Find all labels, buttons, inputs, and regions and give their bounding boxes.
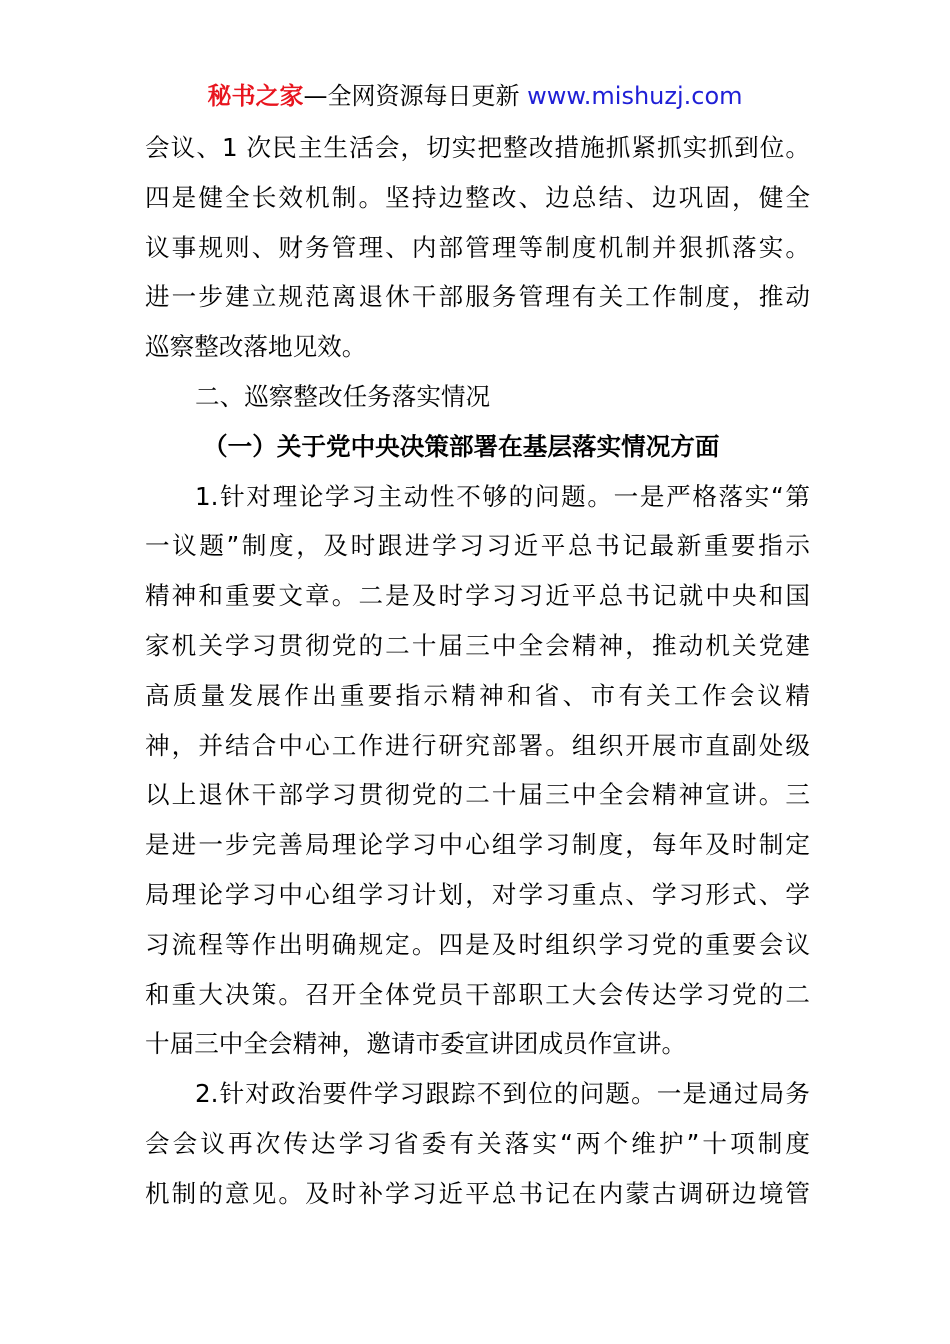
- header-tagline: —全网资源每日更新: [303, 82, 528, 110]
- paragraph-line: 会会议再次传达学习省委有关落实“两个维护”十项制度: [145, 1128, 810, 1158]
- subsection-heading: （一）关于党中央决策部署在基层落实情况方面: [203, 431, 720, 461]
- paragraph-line: 家机关学习贯彻党的二十届三中全会精神，推动机关党建: [145, 630, 810, 660]
- paragraph-line: 精神和重要文章。二是及时学习习近平总书记就中央和国: [145, 581, 810, 611]
- paragraph-line: 和重大决策。召开全体党员干部职工大会传达学习党的二: [145, 979, 810, 1009]
- paragraph-line: 机制的意见。及时补学习近平总书记在内蒙古调研边境管: [145, 1178, 810, 1208]
- header-website-link[interactable]: www.mishuzj.com: [527, 82, 743, 110]
- paragraph-line: 2.针对政治要件学习跟踪不到位的问题。一是通过局务: [195, 1079, 810, 1109]
- paragraph-line: 一议题”制度，及时跟进学习习近平总书记最新重要指示: [145, 531, 810, 561]
- header-brand: 秘书之家: [207, 82, 304, 110]
- paragraph-line: 局理论学习中心组学习计划，对学习重点、学习形式、学: [145, 879, 810, 909]
- paragraph-line: 神，并结合中心工作进行研究部署。组织开展市直副处级: [145, 730, 810, 760]
- paragraph-line: 以上退休干部学习贯彻党的二十届三中全会精神宣讲。三: [145, 780, 810, 810]
- paragraph-line: 议事规则、财务管理、内部管理等制度机制并狠抓落实。: [145, 232, 810, 262]
- paragraph-line: 巡察整改落地见效。: [145, 332, 367, 362]
- paragraph-line: 四是健全长效机制。坚持边整改、边总结、边巩固，健全: [145, 182, 810, 212]
- paragraph-line: 是进一步完善局理论学习中心组学习制度，每年及时制定: [145, 830, 810, 860]
- paragraph-line: 进一步建立规范离退休干部服务管理有关工作制度，推动: [145, 282, 810, 312]
- paragraph-line: 高质量发展作出重要指示精神和省、市有关工作会议精: [145, 680, 810, 710]
- paragraph-line: 1.针对理论学习主动性不够的问题。一是严格落实“第: [195, 481, 810, 511]
- paragraph-line: 习流程等作出明确规定。四是及时组织学习党的重要会议: [145, 929, 810, 959]
- document-body: [145, 123, 810, 1219]
- paragraph-line: 会议、1 次民主生活会，切实把整改措施抓紧抓实抓到位。: [145, 133, 810, 162]
- section-heading: 二、巡察整改任务落实情况: [195, 381, 491, 411]
- page-header: [0, 80, 950, 112]
- paragraph-line: 十届三中全会精神，邀请市委宣讲团成员作宣讲。: [145, 1029, 687, 1059]
